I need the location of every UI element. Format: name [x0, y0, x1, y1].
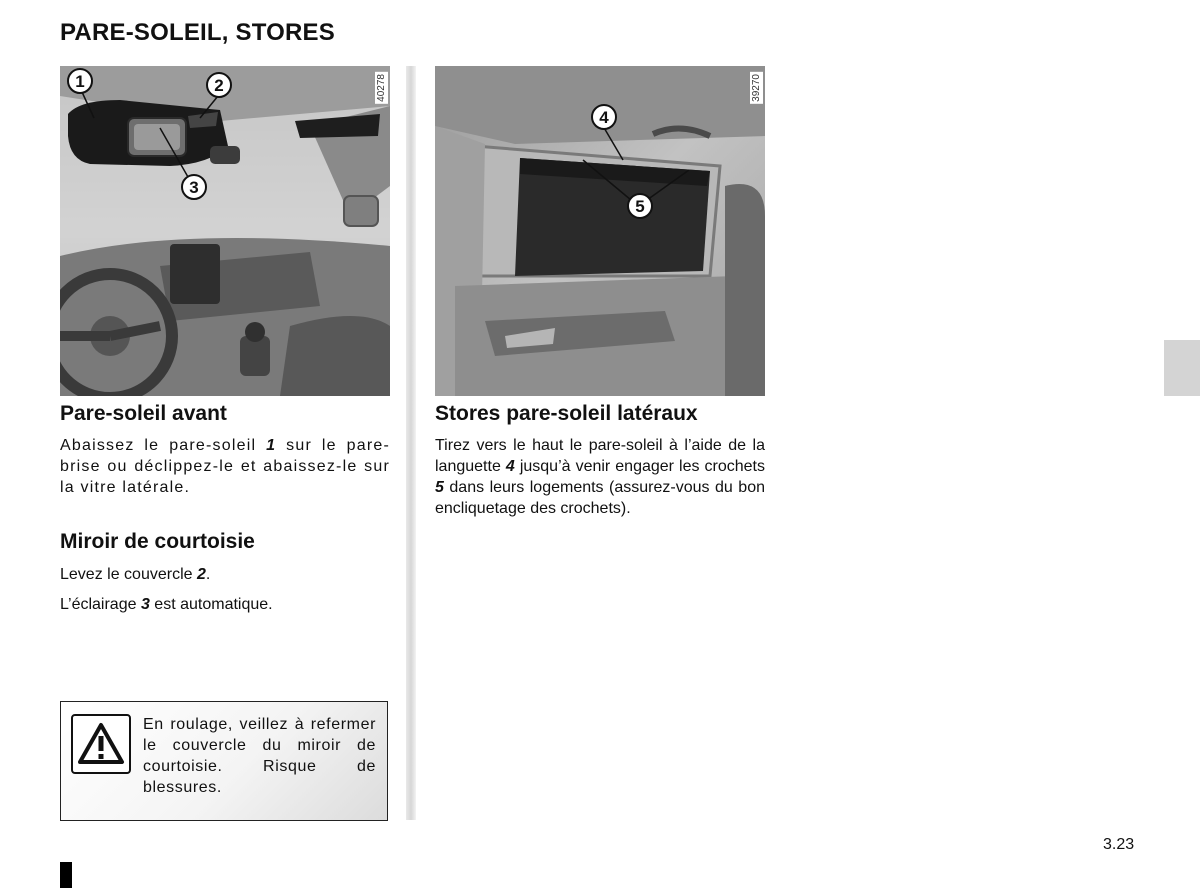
text-segment: sur le pare-brise ou déclippez-le et abaissez-le sur la vitre latérale. [60, 437, 390, 496]
svg-text:4: 4 [599, 108, 609, 127]
text-segment: . [205, 566, 211, 583]
svg-text:1: 1 [75, 72, 85, 91]
reference-number: 4 [505, 458, 515, 475]
vanity-mirror-instruction-1 [60, 564, 390, 585]
text-segment: Tirez vers le haut le pare-soleil à l’aide de la languette [435, 437, 765, 475]
callout-3 [182, 175, 206, 199]
text-segment: jusqu’à venir engager les crochets [514, 458, 765, 475]
reference-number: 2 [196, 566, 206, 583]
front-sun-visor-illustration [60, 66, 390, 396]
warning-box [60, 701, 388, 821]
svg-text:2: 2 [214, 76, 224, 95]
warning-triangle-icon [71, 714, 131, 774]
chapter-tab [1164, 340, 1200, 396]
svg-text:3: 3 [189, 178, 199, 197]
section-title-vanity-mirror: Miroir de courtoisie [60, 530, 255, 553]
text-segment: Levez le couvercle [60, 566, 197, 583]
front-sun-visor-instructions [60, 435, 390, 498]
reference-number: 5 [435, 479, 444, 496]
reference-number: 1 [266, 437, 277, 454]
warning-text: En roulage, veillez à refermer le couvercle du miroir de courtoisie. Risque de blessures. [143, 716, 376, 796]
column-divider [406, 66, 416, 820]
vanity-mirror-instruction-2 [60, 594, 390, 615]
side-blind-illustration [435, 66, 765, 396]
side-blinds-instructions [435, 435, 765, 519]
callout-2 [207, 73, 231, 97]
text-segment: dans leurs logements (assurez-vous du bon encliquetage des crochets). [435, 479, 765, 517]
svg-text:5: 5 [635, 197, 645, 216]
text-segment: est automatique. [149, 596, 273, 613]
section-title-side-blinds: Stores pare-soleil latéraux [435, 402, 698, 425]
callout-4 [592, 105, 616, 129]
callout-1 [68, 69, 92, 93]
callout-5 [628, 194, 652, 218]
text-segment: Abaissez le pare-soleil [60, 437, 267, 454]
figure-reference-number: 39270 [751, 74, 762, 102]
text-segment: L’éclairage [60, 596, 141, 613]
front-sun-visor-figure [60, 66, 390, 396]
page-title: PARE-SOLEIL, STORES [60, 19, 335, 46]
section-title-front-sun-visor: Pare-soleil avant [60, 402, 227, 425]
page-number: 3.23 [1103, 836, 1135, 853]
side-blind-figure [435, 66, 765, 396]
corner-mark [60, 862, 72, 888]
reference-number: 3 [140, 596, 150, 613]
figure-reference-number: 40278 [376, 74, 387, 102]
